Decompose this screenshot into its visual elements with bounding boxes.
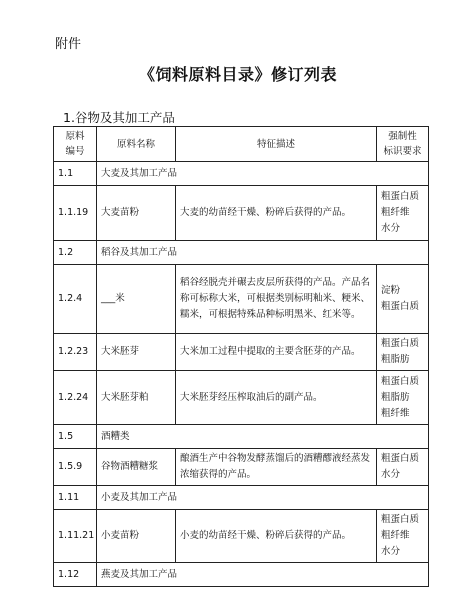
col-header-name: 原料名称 [97,127,176,162]
table-body [54,162,429,587]
col-header-req-line: 强制性 [388,131,417,142]
col-header-req [377,127,429,162]
category-row [54,162,429,186]
row-name: 小麦苗粉 [97,510,176,563]
row-code: 1.2.23 [54,334,97,371]
row-code: 1.12 [54,563,97,587]
requirement-item: 水分 [381,546,401,557]
requirement-item: 水分 [381,223,401,234]
requirement-item: 粗蛋白质 [381,191,420,202]
row-name: 大麦苗粉 [97,186,176,241]
row-name: 大米胚芽粕 [97,371,176,425]
table-row [54,186,429,241]
row-requirements [377,186,429,241]
row-requirements [377,334,429,371]
requirement-item: 粗纤维 [381,407,410,419]
row-requirements [377,449,429,486]
row-name: 谷物酒糟糖浆 [97,449,176,486]
row-requirements [377,371,429,425]
table-row [54,510,429,563]
col-header-req-line: 标识要求 [383,146,422,157]
requirement-item: 粗脂肪 [381,391,410,403]
row-code: 1.5.9 [54,449,97,486]
row-requirements [377,265,429,334]
row-code: 1.2 [54,241,97,265]
row-name: 大米胚芽 [97,334,176,371]
row-description: 稻谷经脱壳并碾去皮层所获得的产品。产品名称可标称大米，可根据类别标明籼米、粳米、糯米，可根据特殊品种标明黑米、红米等。 [176,265,377,334]
row-code: 1.5 [54,425,97,449]
attachment-label: 附件 [55,37,82,52]
requirement-item: 淀粉 [381,285,401,296]
row-description: 大米胚芽经压榨取油后的副产品。 [176,371,377,425]
requirement-item: 水分 [381,469,401,480]
row-description: 小麦的幼苗经干燥、粉碎后获得的产品。 [176,510,377,563]
table-row [54,449,429,486]
table-row [54,265,429,334]
category-name: 稻谷及其加工产品 [97,241,429,265]
row-description: 酿酒生产中谷物发酵蒸馏后的酒糟醪液经蒸发浓缩获得的产品。 [176,449,377,486]
requirement-item: 粗蛋白质 [381,514,420,525]
catalog-table [53,126,429,587]
category-row [54,241,429,265]
section-heading: 1.谷物及其加工产品 [63,110,175,125]
col-header-code-line: 原料 [65,131,85,142]
col-header-code [54,127,97,162]
col-header-code-line: 编号 [65,146,85,157]
requirement-item: 粗蛋白质 [381,375,420,387]
requirement-item: 粗纤维 [381,530,410,541]
row-code: 1.11 [54,486,97,510]
category-name: 酒糟类 [97,425,429,449]
row-code: 1.1 [54,162,97,186]
category-name: 大麦及其加工产品 [97,162,429,186]
row-code: 1.2.24 [54,371,97,425]
row-description: 大麦的幼苗经干燥、粉碎后获得的产品。 [176,186,377,241]
category-row [54,486,429,510]
category-name: 燕麦及其加工产品 [97,563,429,587]
row-description: 大米加工过程中提取的主要含胚芽的产品。 [176,334,377,371]
requirement-item: 粗蛋白质 [381,338,420,349]
requirement-item: 粗蛋白质 [381,301,420,312]
row-name: ___米 [97,265,176,334]
row-requirements [377,510,429,563]
requirement-item: 粗纤维 [381,207,410,218]
row-code: 1.1.19 [54,186,97,241]
category-name: 小麦及其加工产品 [97,486,429,510]
table-row [54,334,429,371]
requirement-item: 粗蛋白质 [381,453,420,464]
table-row [54,371,429,425]
category-row [54,425,429,449]
row-code: 1.11.21 [54,510,97,563]
document-title: 《饲料原料目录》修订列表 [138,65,337,84]
row-code: 1.2.4 [54,265,97,334]
category-row [54,563,429,587]
table-header-row [54,127,429,162]
requirement-item: 粗脂肪 [381,354,410,365]
col-header-desc: 特征描述 [176,127,377,162]
